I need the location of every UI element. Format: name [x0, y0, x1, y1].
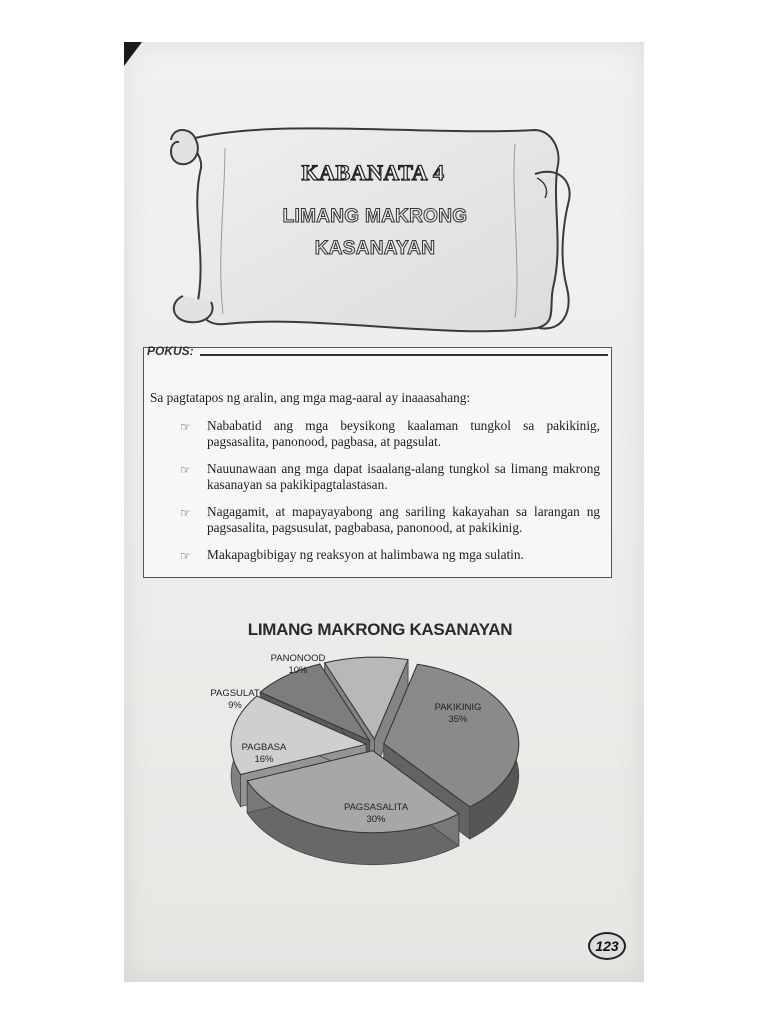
pointing-hand-icon: ☞	[180, 549, 191, 563]
slice-label-pagsasalita: PAGSASALITA 30%	[343, 802, 409, 825]
pointing-hand-icon: ☞	[180, 463, 191, 477]
scroll-banner-graphic	[165, 118, 580, 340]
chapter-title-line-1: LIMANG MAKRONG	[282, 206, 468, 227]
chapter-label: KABANATA 4	[301, 160, 445, 185]
pokus-label: POKUS:	[147, 344, 194, 358]
objective-text: Nauunawaan ang mga dapat isaalang-alang tungkol sa limang makrong kasanayan sa pakikipagtalastasan.	[207, 461, 600, 492]
slice-label-panonood: PANONOOD 10%	[270, 653, 326, 676]
objective-text: Nagagamit, at mapayayabong ang sariling kakayahan sa larangan ng pagsasalita, pagsusulat, pagbabasa, panonood, at pakikinig.	[207, 504, 600, 535]
chapter-title-line-2: KASANAYAN	[314, 238, 436, 259]
page-number: 123	[588, 932, 626, 960]
slice-label-pagbasa: PAGBASA 16%	[241, 742, 287, 765]
objective-item	[180, 504, 600, 536]
chart-title: LIMANG MAKRONG KASANAYAN	[247, 620, 513, 639]
pointing-hand-icon: ☞	[180, 420, 191, 434]
slice-label-pakikinig: PAKIKINIG 35%	[434, 702, 482, 725]
objective-item	[180, 461, 600, 493]
objective-text: Nababatid ang mga beysikong kaalaman tungkol sa pakikinig, pagsasalita, panonood, pagbasa, at pagsulat.	[207, 418, 600, 449]
pokus-intro: Sa pagtatapos ng aralin, ang mga mag-aaral ay inaaasahang:	[150, 390, 471, 405]
pointing-hand-icon: ☞	[180, 506, 191, 520]
objective-item	[180, 418, 600, 450]
pokus-divider	[200, 354, 608, 356]
objective-text: Makapagbibigay ng reaksyon at halimbawa ng mga sulatin.	[207, 547, 524, 562]
objective-item	[180, 547, 600, 563]
slice-label-pagsulat: PAGSULAT 9%	[210, 688, 260, 711]
